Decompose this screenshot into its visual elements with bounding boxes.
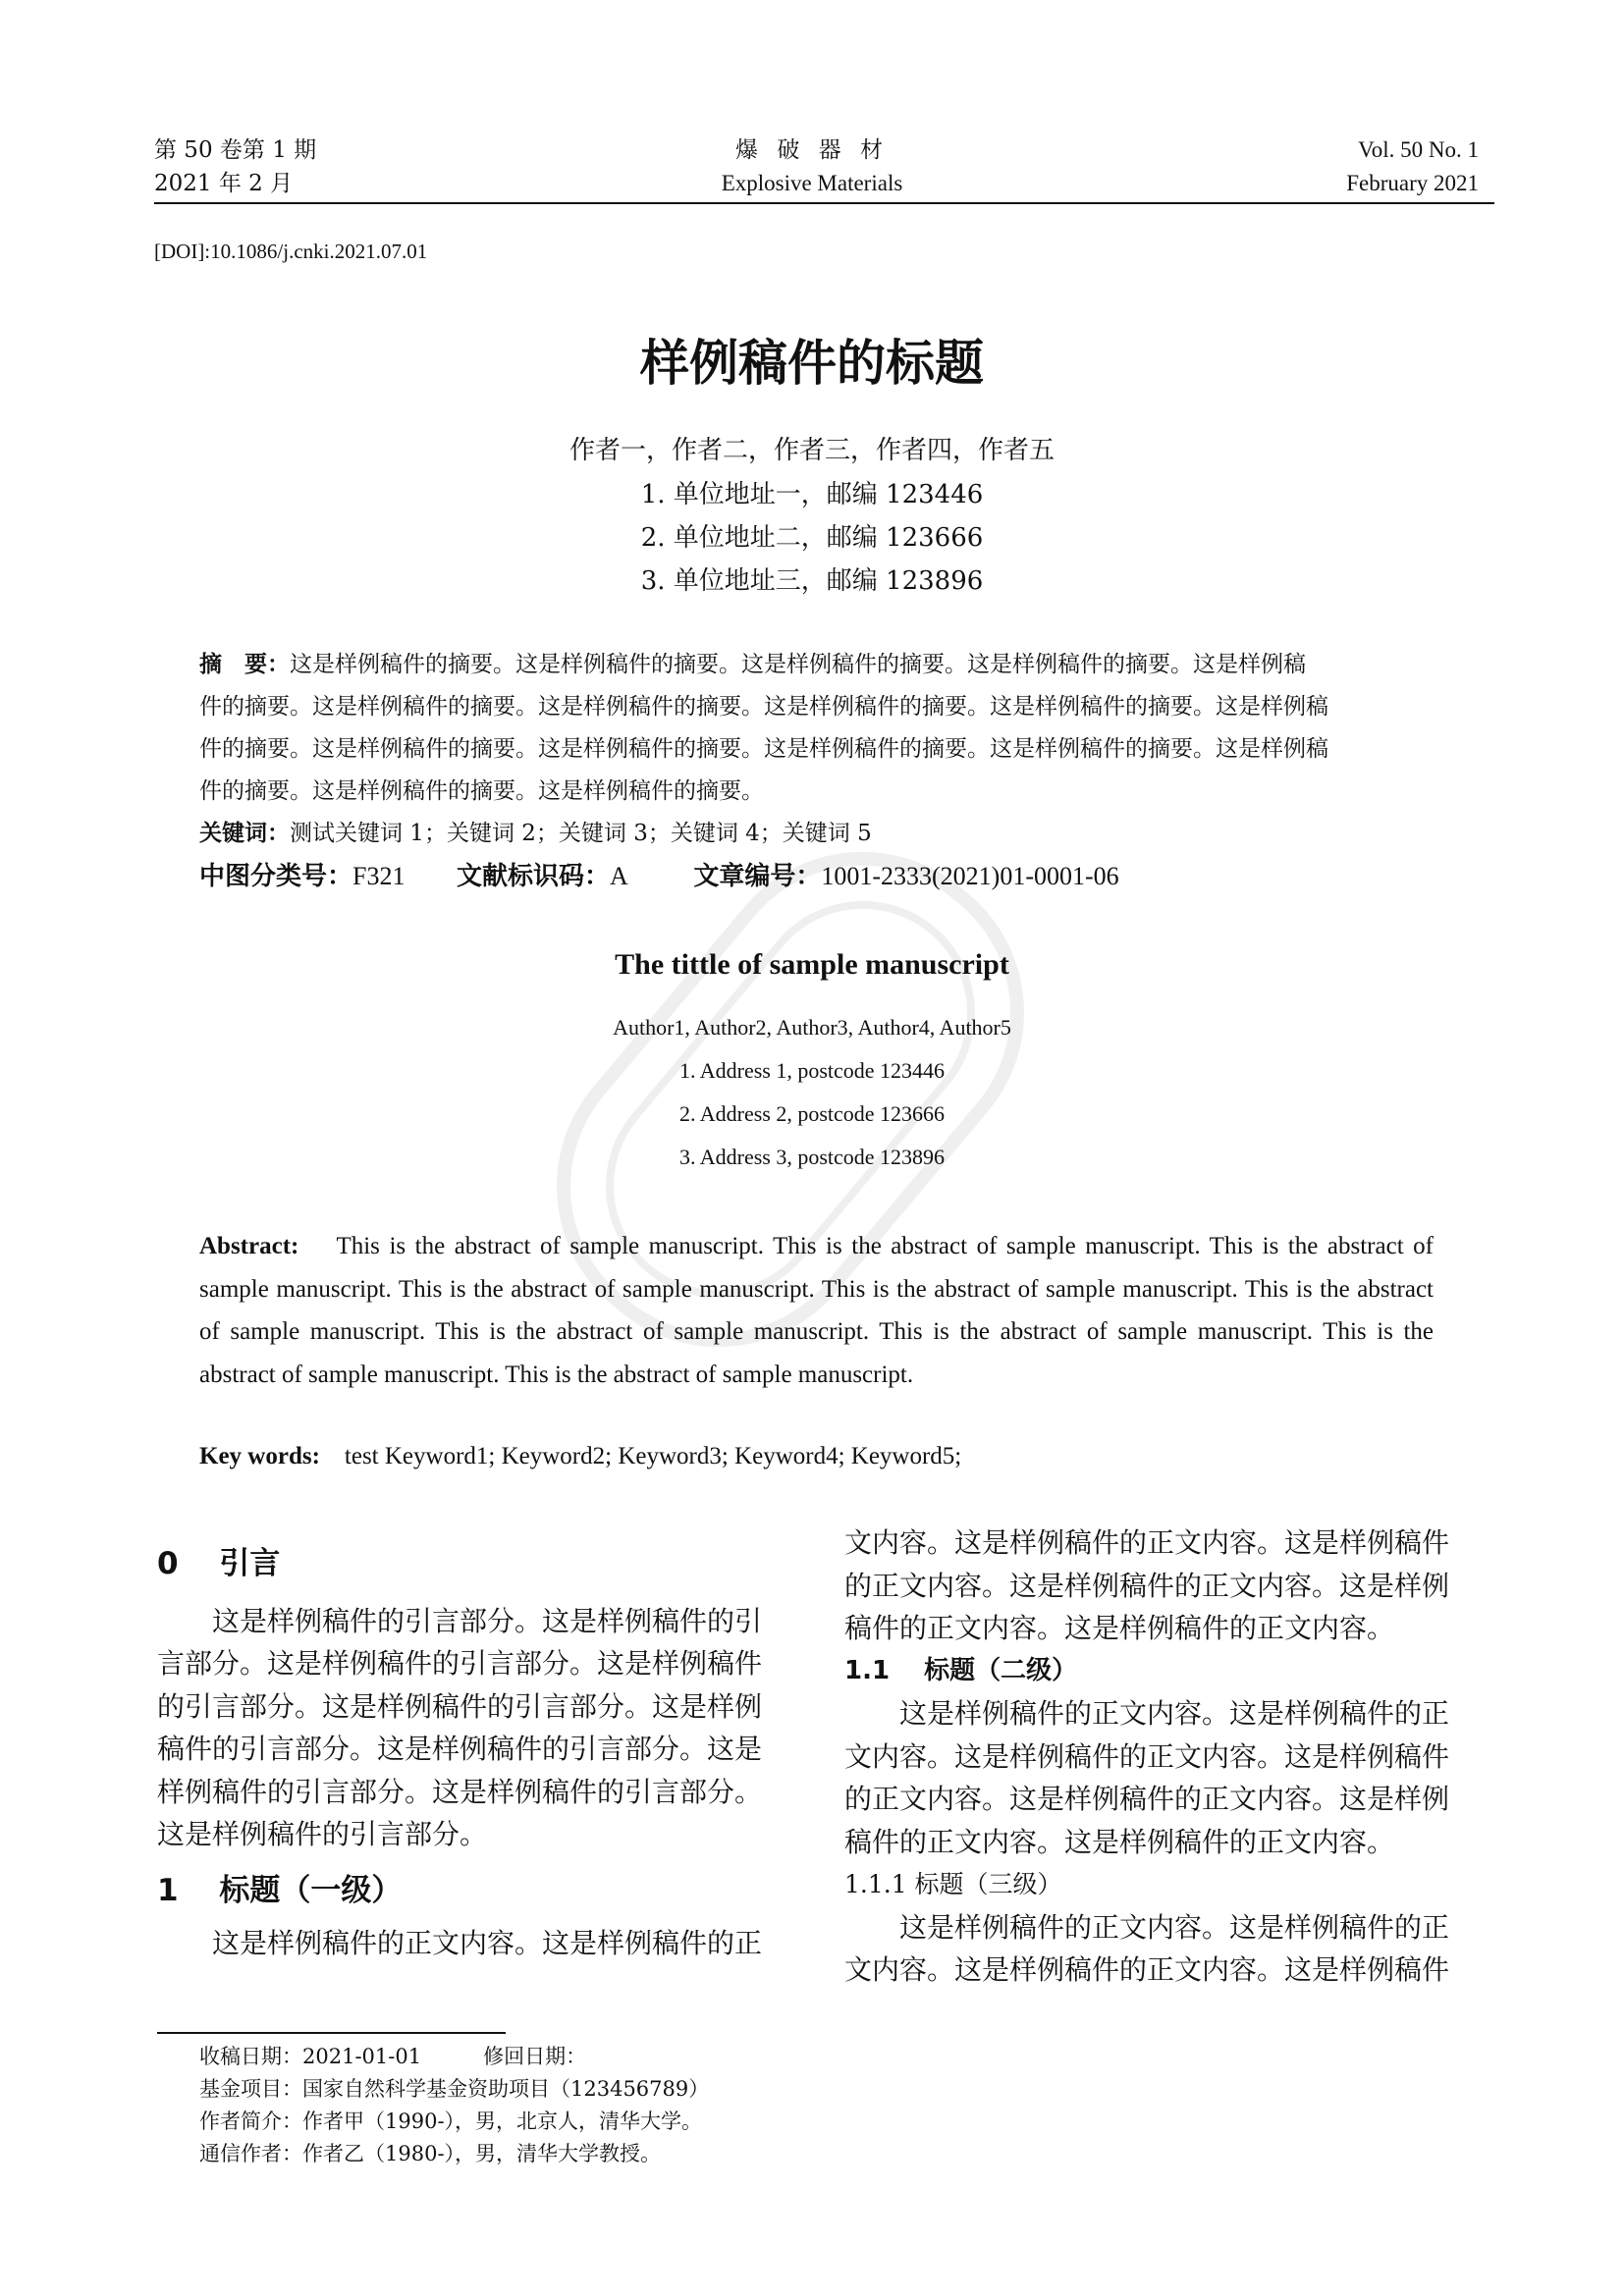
paper-title-en: The tittle of sample manuscript xyxy=(615,948,1009,981)
section-0-line-3: 的引言部分。这是样例稿件的引言部分。这是样例 xyxy=(157,1689,763,1723)
header-date-cn: 2021 年 2 月 xyxy=(154,171,294,196)
footnote-author-bio: 作者简介：作者甲（1990-），男，北京人，清华大学。 xyxy=(199,2109,703,2133)
section-0-line-6: 这是样例稿件的引言部分。 xyxy=(157,1818,488,1850)
authors-cn: 作者一，作者二，作者三，作者四，作者五 xyxy=(568,436,1055,465)
section-1-cont-line-1: 文内容。这是样例稿件的正文内容。这是样例稿件 xyxy=(844,1526,1450,1559)
section-0-heading: 0 引言 xyxy=(157,1546,281,1581)
affiliation-en-2: 2. Address 2, postcode 123666 xyxy=(678,1101,946,1126)
paper-title-cn: 样例稿件的标题 xyxy=(640,334,984,392)
abstract-en-text: This is the abstract of sample manuscript. This is the abstract of sample manuscript. This is the abstract of sample manuscript. This is the abstract of sample manuscript. This is the abstract of sample manuscript. This is the abstract of sample manuscript. This is the abstract of sample manuscript. This is the abstract of sample manuscript. This is the abstract of sample manuscript. This is the abstract of sample manuscript. xyxy=(199,1233,1434,1388)
footnote-received: 收稿日期：2021-01-01 修回日期： xyxy=(199,2045,587,2068)
footnote-fund: 基金项目：国家自然科学基金资助项目（123456789） xyxy=(199,2077,710,2101)
keywords-en-label: Key words: xyxy=(199,1443,320,1469)
section-1-1-line-1: 这是样例稿件的正文内容。这是样例稿件的正 xyxy=(899,1697,1450,1730)
body-right-column xyxy=(844,1522,1478,1992)
abstract-cn xyxy=(199,644,1434,898)
abstract-cn-line-4: 件的摘要。这是样例稿件的摘要。这是样例稿件的摘要。 xyxy=(199,778,764,804)
abstract-en-label: Abstract: xyxy=(199,1233,299,1259)
header-volume-en xyxy=(1346,133,1479,200)
clc-value: F321 xyxy=(352,862,406,890)
affiliation-cn-1: 1. 单位地址一，邮编 123446 xyxy=(640,480,984,509)
abstract-en xyxy=(199,1225,1434,1396)
section-1-1-1-heading: 1.1.1 标题（三级） xyxy=(844,1870,1062,1898)
section-1-cont-line-3: 稿件的正文内容。这是样例稿件的正文内容。 xyxy=(844,1612,1395,1644)
abstract-cn-line-2: 件的摘要。这是样例稿件的摘要。这是样例稿件的摘要。这是样例稿件的摘要。这是样例稿件的摘要。这是样例稿 xyxy=(199,694,1328,720)
doi-line: [DOI]:10.1086/j.cnki.2021.07.01 xyxy=(154,240,428,263)
section-0-line-4: 稿件的引言部分。这是样例稿件的引言部分。这是 xyxy=(157,1733,763,1765)
doc-code-value: A xyxy=(610,862,628,890)
header-vol-no: Vol. 50 No. 1 xyxy=(1358,137,1479,162)
footnote-corresponding: 通信作者：作者乙（1980-），男，清华大学教授。 xyxy=(199,2142,662,2165)
section-1-1-line-4: 稿件的正文内容。这是样例稿件的正文内容。 xyxy=(844,1825,1395,1858)
header-journal xyxy=(616,133,1008,200)
section-0-line-1: 这是样例稿件的引言部分。这是样例稿件的引 xyxy=(212,1604,763,1637)
section-1-1-heading: 1.1 标题（二级） xyxy=(844,1655,1078,1685)
abstract-cn-line-3: 件的摘要。这是样例稿件的摘要。这是样例稿件的摘要。这是样例稿件的摘要。这是样例稿件的摘要。这是样例稿 xyxy=(199,736,1328,762)
section-1-heading: 1 标题（一级） xyxy=(157,1872,403,1908)
header-journal-en: Explosive Materials xyxy=(721,171,903,195)
affiliation-cn-2: 2. 单位地址二，邮编 123666 xyxy=(640,523,984,553)
clc-label: 中图分类号： xyxy=(199,862,353,891)
affiliation-en-3: 3. Address 3, postcode 123896 xyxy=(678,1145,946,1169)
section-0-line-2: 言部分。这是样例稿件的引言部分。这是样例稿件 xyxy=(157,1647,763,1680)
section-1-1-1-line-2: 文内容。这是样例稿件的正文内容。这是样例稿件 xyxy=(844,1953,1450,1986)
header-rule xyxy=(154,202,1494,204)
header-journal-cn: 爆 破 器 材 xyxy=(735,137,889,163)
header-volume-issue: 第 50 卷第 1 期 xyxy=(154,137,317,163)
abstract-cn-line-1: 这是样例稿件的摘要。这是样例稿件的摘要。这是样例稿件的摘要。这是样例稿件的摘要。这是样例稿 xyxy=(290,652,1306,677)
section-0-line-5: 样例稿件的引言部分。这是样例稿件的引言部分。 xyxy=(157,1775,763,1808)
authors-en: Author1, Author2, Author3, Author4, Author5 xyxy=(613,1015,1011,1040)
header-issue xyxy=(154,133,316,200)
section-1-1-line-3: 的正文内容。这是样例稿件的正文内容。这是样例 xyxy=(844,1783,1450,1815)
article-number-label: 文章编号： xyxy=(693,862,822,891)
footnote-rule xyxy=(157,2032,506,2034)
affiliation-cn-3: 3. 单位地址三，邮编 123896 xyxy=(640,566,984,596)
article-number-value: 1001-2333(2021)01-0001-06 xyxy=(821,862,1119,890)
section-1-1-1-line-1: 这是样例稿件的正文内容。这是样例稿件的正 xyxy=(899,1910,1450,1944)
section-1-cont-line-2: 的正文内容。这是样例稿件的正文内容。这是样例 xyxy=(844,1569,1450,1602)
affiliation-en-1: 1. Address 1, postcode 123446 xyxy=(678,1058,946,1083)
abstract-cn-label: 摘 要： xyxy=(199,652,290,677)
keywords-en xyxy=(199,1443,961,1470)
keywords-cn-text: 测试关键词 1；关键词 2；关键词 3；关键词 4；关键词 5 xyxy=(290,821,872,846)
section-1-1-line-2: 文内容。这是样例稿件的正文内容。这是样例稿件 xyxy=(844,1739,1450,1773)
body-left-column xyxy=(157,1543,790,1965)
section-1-line-1: 这是样例稿件的正文内容。这是样例稿件的正 xyxy=(212,1927,763,1959)
header-month-year: February 2021 xyxy=(1346,171,1479,195)
keywords-cn-label: 关键词： xyxy=(199,821,290,846)
doc-code-label: 文献标识码： xyxy=(457,862,611,891)
keywords-en-text: test Keyword1; Keyword2; Keyword3; Keyword4; Keyword5; xyxy=(344,1443,962,1469)
